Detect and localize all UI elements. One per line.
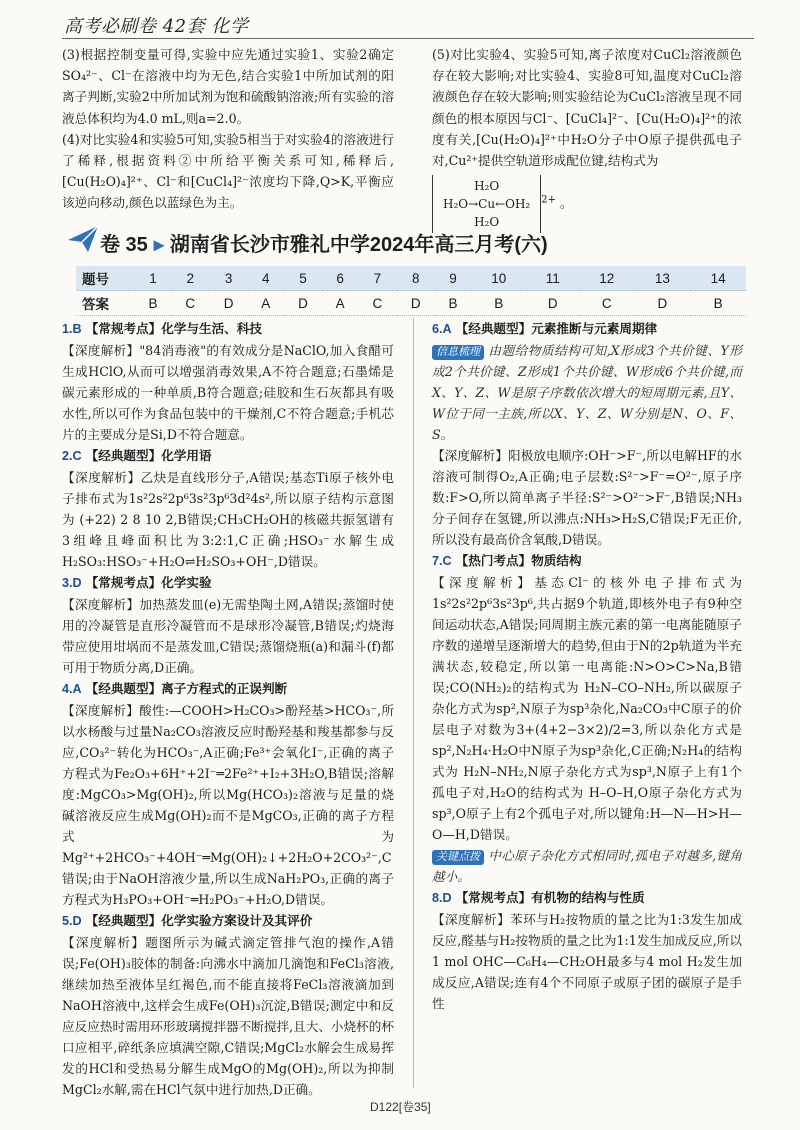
item-tag: 【常规考点】有机物的结构与性质 [455, 890, 645, 905]
cell: 12 [579, 266, 635, 291]
solution-item [62, 678, 394, 700]
row-label: 答案 [76, 291, 135, 316]
cell: 3 [209, 266, 247, 291]
ligand-middle: H₂O→Cu←OH₂ [443, 197, 531, 212]
item-tag: 【经典题型】元素推断与元素周期律 [455, 321, 658, 336]
solution-item [62, 910, 394, 932]
answer-table [76, 266, 746, 316]
cell: D [397, 291, 435, 316]
solution-body: 【深度解析】基态Cl⁻的核外电子排布式为1s²2s²2p⁶3s²3p⁶,共占据9个轨道,即核外电子有9种空间运动状态,A错误;同周期主族元素的第一电离能随原子序数的递增呈逐渐增大的趋势,但由于N的2p轨道为半充满状态,较稳定,所以第一电离能:N>O>C>Na,B错误;CO(NH₂)₂的结构式为 H₂N–CO–NH₂,所以碳原子杂化方式为sp²,N原子为sp³杂化,Na₂CO₃中C原子的价层电子对数为3+(4+2−3×2)/2=3,所以杂化方式是sp²,N₂H₄·H₂O中N原子为sp³杂化,C正确;N₂H₄的结构式为 H₂N–NH₂,N原子杂化方式为sp³,N原子上有1个孤电子对,H₂O的结构式为 H–O–H,O原子杂化方式为sp³,O原子上有2个孤电子对,所以键角:H—N—H>H—O—H,D错误。 [432, 575, 742, 842]
item-number: 7.C [432, 554, 452, 568]
item-number: 5.D [62, 914, 82, 928]
cell: C [579, 291, 635, 316]
question-number-row [76, 266, 746, 291]
row-label: 题号 [76, 266, 135, 291]
left-column [62, 318, 394, 1100]
item-number: 1.B [62, 322, 82, 336]
solution-body: 【深度解析】乙炔是直线形分子,A错误;基态Ti原子核外电子排布式为1s²2s²2p⁶3s²3p⁶3d²4s²,所以原子结构示意图为 (+22) 2 8 10 2,B错误;CH₃CH₂OH的核磁共振氢谱有3组峰且峰面积比为3:2:1,C正确;HSO₃⁻水解生成H₂SO₃:HSO₃⁻+H₂O⇌H₂SO₃+OH⁻,D错误。 [62, 470, 394, 569]
paragraph: (4)对比实验4和实验5可知,实验5相当于对实验4的溶液进行了稀释,根据资料②中所给平衡关系可知,稀释后,[Cu(H₂O)₄]²⁺、Cl⁻和[CuCl₄]²⁻浓度均下降,Q>K,平衡应该逆向移动,颜色以蓝绿色为主。 [62, 131, 394, 211]
book-title: 高考必刷卷 42套 化学 [64, 16, 249, 37]
ligand-top: H₂O [474, 179, 500, 194]
cell: D [527, 291, 579, 316]
cell: 11 [527, 266, 579, 291]
header-rule [62, 38, 754, 39]
solution-item [432, 318, 742, 340]
item-tag: 【常规考点】化学实验 [85, 575, 212, 590]
cell: B [471, 291, 527, 316]
cell: A [248, 291, 284, 316]
cell: D [635, 291, 691, 316]
info-note [432, 340, 742, 445]
item-tag: 【经典题型】化学实验方案设计及其评价 [85, 913, 313, 928]
column-divider [413, 318, 414, 1088]
cell: 9 [435, 266, 471, 291]
charge: 2+ [541, 194, 556, 206]
structure-bracket [432, 175, 541, 233]
cell: 7 [358, 266, 396, 291]
answer-row [76, 291, 746, 316]
cell: A [322, 291, 358, 316]
cell: 8 [397, 266, 435, 291]
cell: 10 [471, 266, 527, 291]
cell: 1 [135, 266, 171, 291]
note-label: 信息梳理 [432, 345, 484, 360]
top-right-text [432, 44, 742, 233]
item-number: 6.A [432, 322, 452, 336]
cell: C [171, 291, 209, 316]
cell: D [209, 291, 247, 316]
solution-body: 【深度解析】阳极放电顺序:OH⁻>F⁻,所以电解HF的水溶液可制得O₂,A正确;电子层数:S²⁻>F⁻=O²⁻,原子序数:F>O,所以简单离子半径:S²⁻>O²⁻>F⁻,B错误;NH₃分子间存在氢键,所以沸点:NH₃>H₂S,C错误;F无正价,所以没有最高价含氧酸,D错误。 [432, 448, 742, 547]
solution-body: 【深度解析】加热蒸发皿(e)无需垫陶土网,A错误;蒸馏时使用的冷凝管是直形冷凝管而不是球形冷凝管,B错误;灼烧海带应使用坩埚而不是蒸发皿,C错误;蒸馏烧瓶(a)和漏斗(f)都可用于物质分离,D正确。 [62, 597, 394, 675]
solution-body: 【深度解析】"84消毒液"的有效成分是NaClO,加入食醋可生成HClO,从而可以增强消毒效果,A不符合题意;石墨烯是碳元素形成的一种单质,B符合题意;硅胶和生石灰都具有吸水性,所以可作为食品包装中的干燥剂,C不符合题意;手机芯片的主要成分是Si,D不符合题意。 [62, 343, 394, 442]
exam-title: 湖南省长沙市雅礼中学2024年高三月考(六) [169, 234, 548, 256]
key-note [432, 845, 742, 887]
paragraph: (3)根据控制变量可得,实验中应先通过实验1、实验2确定SO₄²⁻、Cl⁻在溶液中均为无色,结合实验1中所加试剂的阳离子判断,实验2中所加试剂为饱和硫酸钠溶液;所有实验的溶液总体积均为4.0 mL,则a=2.0。 [62, 47, 394, 126]
cell: 2 [171, 266, 209, 291]
complex-structure [432, 175, 742, 233]
top-left-text [62, 44, 394, 214]
item-tag: 【经典题型】离子方程式的正误判断 [85, 681, 288, 696]
item-number: 4.A [62, 682, 82, 696]
page-footer: D122[卷35] [370, 1100, 431, 1114]
item-number: 3.D [62, 576, 82, 590]
cell: D [284, 291, 322, 316]
note-text: 中心原子杂化方式相同时,孤电子对越多,键角越小。 [432, 848, 742, 884]
triangle-icon: ▸ [153, 234, 164, 256]
ligand-bottom: H₂O [474, 215, 500, 230]
solution-body: 【深度解析】题图所示为碱式滴定管排气泡的操作,A错误;Fe(OH)₃胶体的制备:向沸水中滴加几滴饱和FeCl₃溶液,继续加热至液体呈红褐色,而不能直接将FeCl₃溶液滴加到NaOH溶液中,这样会生成Fe(OH)₃沉淀,B错误;测定中和反应反应热时需用环形玻璃搅拌器不断搅拌,且大、小烧杯的杯口应相平,碎纸条应填满空隙,C错误;MgCl₂水解会生成易挥发的HCl和受热易分解生成MgO的Mg(OH)₂,所以为抑制MgCl₂水解,需在HCl气氛中进行加热,D正确。 [62, 935, 394, 1097]
cell: 4 [248, 266, 284, 291]
paragraph: (5)对比实验4、实验5可知,离子浓度对CuCl₂溶液颜色存在较大影响;对比实验4、实验8可知,温度对CuCl₂溶液颜色存在较大影响;则实验结论为CuCl₂溶液呈现不同颜色的根本原因与Cl⁻、[CuCl₄]²⁻、[Cu(H₂O)₄]²⁺的浓度有关,[Cu(H₂O)₄]²⁺中H₂O分子中O原子提供孤电子对,Cu²⁺提供空轨道形成配位键,结构式为 [432, 47, 742, 169]
solution-item [62, 445, 394, 467]
solution-item [432, 550, 742, 572]
cell: B [435, 291, 471, 316]
solution-body: 【深度解析】苯环与H₂按物质的量之比为1:3发生加成反应,醛基与H₂按物质的量之比为1:1发生加成反应,所以1 mol OHC—C₆H₄—CH₂OH最多与4 mol H₂发生加成反应,A错误;连有4个不同原子或原子团的碳原子是手性 [432, 912, 742, 1011]
item-tag: 【热门考点】物质结构 [455, 553, 582, 568]
cell: B [135, 291, 171, 316]
solution-item [432, 887, 742, 909]
solution-body: 【深度解析】酸性:—COOH>H₂CO₃>酚羟基>HCO₃⁻,所以水杨酸与过量Na₂CO₃溶液反应时酚羟基和羧基都参与反应,CO₃²⁻转化为HCO₃⁻,A正确;Fe³⁺会氧化I⁻,正确的离子方程式为Fe₂O₃+6H⁺+2I⁻═2Fe²⁺+I₂+3H₂O,B错误;溶解度:MgCO₃>Mg(OH)₂,所以Mg(HCO₃)₂溶液与足量的烧碱溶液反应生成Mg(OH)₂而不是MgCO₃,正确的离子方程式为Mg²⁺+2HCO₃⁻+4OH⁻═Mg(OH)₂↓+2H₂O+2CO₃²⁻,C错误;由于NaOH溶液少量,所以生成NaH₂PO₃,正确的离子方程式为H₃PO₃+OH⁻═H₂PO₃⁻+H₂O,D错误。 [62, 703, 394, 907]
item-tag: 【常规考点】化学与生活、科技 [85, 321, 262, 336]
paper-plane-icon [66, 222, 100, 256]
exam-banner [100, 228, 548, 254]
note-text: 由题给物质结构可知,X形成3个共价键、Y形成2个共价键、Z形成1个共价键、W形成6个共价键,而X、Y、Z、W是原子序数依次增大的短周期元素,且Y、W位于同一主族,所以X、Y、Z、W分别是N、O、F、S。 [432, 343, 742, 442]
cell: 13 [635, 266, 691, 291]
sentence-end: 。 [560, 195, 573, 211]
solution-item [62, 572, 394, 594]
cell: 5 [284, 266, 322, 291]
cell: 6 [322, 266, 358, 291]
volume-label: 卷 35 [100, 234, 148, 256]
note-label: 关键点拨 [432, 850, 484, 865]
right-column [432, 318, 742, 1014]
item-tag: 【经典题型】化学用语 [85, 448, 212, 463]
item-number: 8.D [432, 891, 452, 905]
item-number: 2.C [62, 449, 82, 463]
solution-item [62, 318, 394, 340]
cell: C [358, 291, 396, 316]
cell: B [690, 291, 746, 316]
cell: 14 [690, 266, 746, 291]
